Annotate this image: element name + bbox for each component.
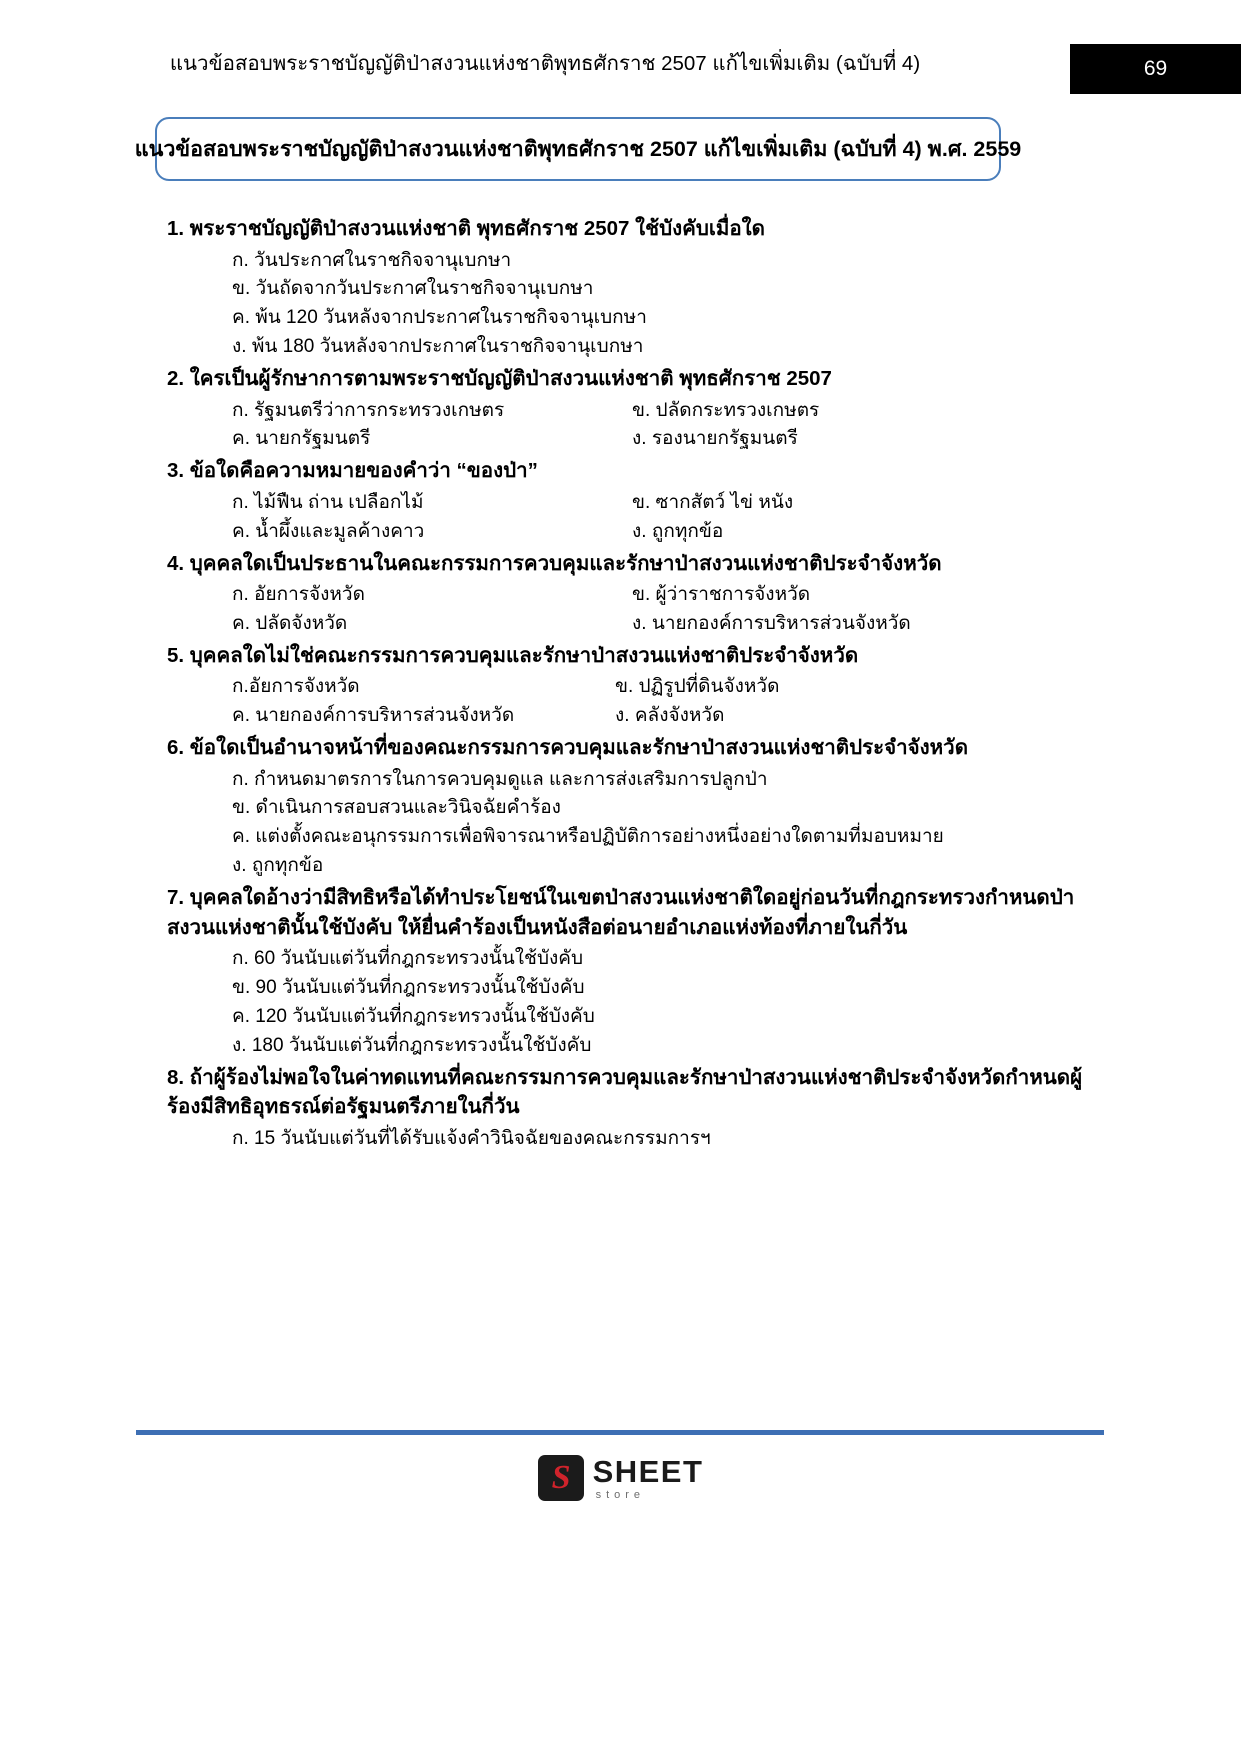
option-item[interactable]: ค. น้ำผึ้งและมูลค้างคาว	[232, 520, 425, 542]
option-item[interactable]: ง. 180 วันนับแต่วันที่กฎกระทรวงนั้นใช้บังคับ	[232, 1034, 592, 1056]
question-stem: 6. ข้อใดเป็นอำนาจหน้าที่ของคณะกรรมการควบคุมและรักษาป่าสงวนแห่งชาติประจำจังหวัด	[167, 736, 969, 760]
logo-mark-letter: S	[551, 1459, 570, 1496]
option-item[interactable]: ค. พ้น 120 วันหลังจากประกาศในราชกิจจานุเบกษา	[232, 307, 647, 329]
question-block	[0, 364, 1241, 456]
question-block	[0, 641, 1241, 733]
option-row	[0, 673, 1241, 702]
option-item[interactable]: ก. อัยการจังหวัด	[232, 584, 365, 606]
option-item[interactable]: ค. 120 วันนับแต่วันที่กฎกระทรวงนั้นใช้บังคับ	[232, 1005, 595, 1027]
option-group	[0, 945, 1241, 1061]
question-block	[0, 883, 1241, 1063]
running-header-title: แนวข้อสอบพระราชบัญญัติป่าสงวนแห่งชาติพุทธศักราช 2507 แก้ไขเพิ่มเติม (ฉบับที่ 4)	[169, 52, 921, 75]
option-item[interactable]: ก. ไม้ฟืน ถ่าน เปลือกไม้	[232, 491, 424, 513]
option-item[interactable]: ข. 90 วันนับแต่วันที่กฎกระทรวงนั้นใช้บังคับ	[232, 977, 585, 998]
option-group	[0, 397, 1241, 455]
question-block	[0, 1063, 1241, 1156]
option-row	[0, 425, 1241, 454]
option-row	[0, 610, 1241, 639]
option-item[interactable]: ค. นายกองค์การบริหารส่วนจังหวัด	[232, 705, 515, 727]
option-item[interactable]: ข. ผู้ว่าราชการจังหวัด	[632, 584, 811, 606]
option-item[interactable]: ก. วันประกาศในราชกิจจานุเบกษา	[232, 249, 512, 271]
option-item[interactable]: ง. พ้น 180 วันหลังจากประกาศในราชกิจจานุเบกษา	[232, 336, 644, 358]
option-item[interactable]: ก. รัฐมนตรีว่าการกระทรวงเกษตร	[232, 399, 505, 421]
block-spacer	[0, 1154, 1241, 1156]
option-group	[0, 247, 1241, 363]
option-item[interactable]: ก. กำหนดมาตรการในการควบคุมดูแล และการส่งเสริมการปลูกป่า	[232, 768, 768, 790]
option-group	[0, 673, 1241, 731]
option-item[interactable]: ง. ถูกทุกข้อ	[232, 855, 324, 877]
option-item[interactable]: ง. คลังจังหวัด	[615, 705, 725, 727]
document-title: แนวข้อสอบพระราชบัญญัติป่าสงวนแห่งชาติพุทธศักราช 2507 แก้ไขเพิ่มเติม (ฉบับที่ 4) พ.ศ. 2559	[134, 137, 1022, 161]
option-item[interactable]: ข. ปลัดกระทรวงเกษตร	[632, 399, 820, 421]
question-stem: 3. ข้อใดคือความหมายของคำว่า “ของป่า”	[167, 459, 538, 483]
option-item[interactable]: ค. นายกรัฐมนตรี	[232, 428, 371, 450]
option-item[interactable]: ง. ถูกทุกข้อ	[632, 520, 724, 542]
question-stem: 2. ใครเป็นผู้รักษาการตามพระราชบัญญัติป่าสงวนแห่งชาติ พุทธศักราช 2507	[167, 367, 832, 391]
option-group	[0, 581, 1241, 639]
option-item[interactable]: ค. แต่งตั้งคณะอนุกรรมการเพื่อพิจารณาหรือปฏิบัติการอย่างหนึ่งอย่างใดตามที่มอบหมาย	[232, 826, 944, 848]
option-item[interactable]: ข. ปฏิรูปที่ดินจังหวัด	[615, 676, 780, 698]
sheet-store-logo-icon	[538, 1455, 584, 1501]
question-stem: 8. ถ้าผู้ร้องไม่พอใจในค่าทดแทนที่คณะกรรมการควบคุมและรักษาป่าสงวนแห่งชาติประจำจังหวัดกำหนดผู้ร้องมีสิทธิอุทธรณ์ต่อรัฐมนตรีภายในกี่วัน	[167, 1065, 1083, 1119]
option-row	[0, 518, 1241, 547]
question-stem: 5. บุคคลใดไม่ใช่คณะกรรมการควบคุมและรักษาป่าสงวนแห่งชาติประจำจังหวัด	[167, 643, 859, 667]
option-item[interactable]: ค. ปลัดจังหวัด	[232, 612, 348, 634]
page-number: 69	[1143, 57, 1168, 80]
option-group	[0, 766, 1241, 882]
option-row	[0, 489, 1241, 518]
option-item[interactable]: ข. วันถัดจากวันประกาศในราชกิจจานุเบกษา	[232, 278, 594, 300]
option-item[interactable]: ง. รองนายกรัฐมนตรี	[632, 428, 798, 450]
option-item[interactable]: ก. 15 วันนับแต่วันที่ได้รับแจ้งคำวินิจฉัยของคณะกรรมการฯ	[232, 1127, 711, 1149]
question-block	[0, 456, 1241, 548]
document-title-box	[134, 117, 1022, 181]
footer-logo	[0, 1455, 1241, 1501]
option-item[interactable]: ง. นายกองค์การบริหารส่วนจังหวัด	[632, 612, 911, 634]
option-item[interactable]: ก.อัยการจังหวัด	[232, 676, 360, 698]
option-row	[0, 397, 1241, 426]
question-stem: 7. บุคคลใดอ้างว่ามีสิทธิหรือได้ทำประโยชน์ในเขตป่าสงวนแห่งชาติใดอยู่ก่อนวันที่กฎกระทรวงกำหนดป่าสงวนแห่งชาตินั้นใช้บังคับ ให้ยื่นคำร้องเป็นหนังสือต่อนายอำเภอแห่งท้องที่ภายในกี่วัน	[167, 886, 1075, 939]
option-group	[0, 1125, 1241, 1154]
question-block	[0, 214, 1241, 364]
question-list	[0, 214, 1241, 1156]
question-stem: 4. บุคคลใดเป็นประธานในคณะกรรมการควบคุมและรักษาป่าสงวนแห่งชาติประจำจังหวัด	[167, 551, 942, 575]
question-stem: 1. พระราชบัญญัติป่าสงวนแห่งชาติ พุทธศักราช 2507 ใช้บังคับเมื่อใด	[167, 217, 765, 240]
option-item[interactable]: ข. ดำเนินการสอบสวนและวินิจฉัยคำร้อง	[232, 797, 561, 819]
question-block	[0, 549, 1241, 641]
footer-divider	[136, 1430, 1104, 1435]
logo-wordmark	[592, 1453, 704, 1501]
logo-subtext: store	[595, 1488, 646, 1501]
option-row	[0, 581, 1241, 610]
logo-word: SHEET	[592, 1453, 704, 1489]
option-item[interactable]: ข. ซากสัตว์ ไข่ หนัง	[632, 491, 794, 513]
option-item[interactable]: ก. 60 วันนับแต่วันที่กฎกระทรวงนั้นใช้บังคับ	[232, 948, 584, 970]
page-header	[0, 0, 1241, 96]
option-row	[0, 702, 1241, 731]
question-block	[0, 733, 1241, 883]
option-group	[0, 489, 1241, 547]
